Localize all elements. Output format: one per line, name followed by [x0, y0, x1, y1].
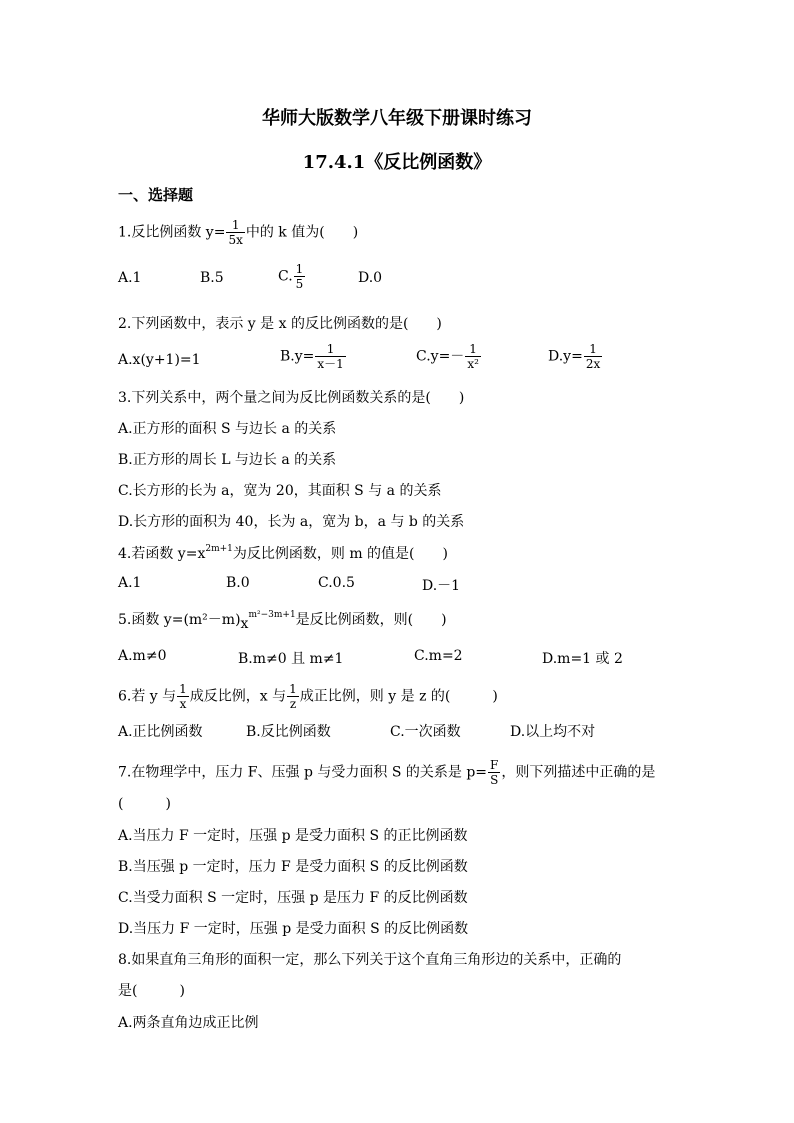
q1-post: 中的 k 值为( ) — [245, 224, 359, 241]
q5-option-b: B.m≠0 且 m≠1 — [238, 651, 344, 667]
q4-option-b: B.0 — [226, 575, 250, 591]
q7-option-c: C.当受力面积 S 一定时，压强 p 是压力 F 的反比例函数 — [118, 890, 468, 906]
q7-paren: ( ) — [118, 796, 171, 812]
q1-option-d: D.0 — [358, 270, 383, 286]
q1-option-c: C. $\frac{1}{5}$ — [278, 262, 304, 291]
q7-option-a: A.当压力 F 一定时，压强 p 是受力面积 S 的正比例函数 — [118, 828, 468, 844]
question-3: 3.下列关系中，两个量之间为反比例函数关系的是( ) — [118, 390, 465, 406]
q2-option-c: C.y=－ $\frac{1}{\text{x²}}$ — [416, 342, 479, 371]
q5-option-d: D.m=1 或 2 — [542, 651, 623, 667]
q6-options — [118, 721, 698, 761]
q6-option-d: D.以上均不对 — [510, 724, 596, 740]
q2-option-a: A.x(y+1)=1 — [118, 352, 201, 368]
q5-option-c: C.m=2 — [414, 648, 463, 664]
question-2: 2.下列函数中，表示 y 是 x 的反比例函数的是( ) — [118, 316, 442, 332]
q6-fraction-2: $\frac{1}{z}$ — [289, 682, 297, 711]
q6-fraction-1: $\frac{1}{x}$ — [179, 682, 187, 711]
q2-option-b: B.y= $\frac{1}{x-1}$ — [280, 342, 344, 371]
q8-paren: 是( ) — [118, 983, 185, 999]
q3-option-a: A.正方形的面积 S 与边长 a 的关系 — [118, 421, 337, 437]
q2-option-d: D.y= $\frac{1}{2x}$ — [548, 342, 601, 371]
question-5: 5.函数 $y=(m^2-m)x^{m^2-3m+1}$是反比例函数，则( ) — [118, 610, 447, 632]
q1-options — [118, 262, 698, 302]
q6-option-a: A.正比例函数 — [118, 724, 203, 740]
q5-option-a: A.m≠0 — [118, 648, 167, 664]
q4-options — [118, 575, 698, 615]
q1-pre: 1.反比例函数 y= — [118, 224, 226, 241]
question-7: 7.在物理学中，压力 F、压强 p 与受力面积 S 的关系是 p= $\frac{F}{S}$ ，则下列描述中正确的是 — [118, 758, 656, 787]
q1-fraction: $\frac{1}{5x}$ — [228, 218, 243, 247]
q3-option-c: C.长方形的长为 a，宽为 20，其面积 S 与 a 的关系 — [118, 483, 442, 499]
q3-option-d: D.长方形的面积为 40，长为 a，宽为 b，a 与 b 的关系 — [118, 514, 465, 530]
page-title: 华师大版数学八年级下册课时练习 — [262, 108, 532, 129]
q1-option-a: A.1 — [118, 270, 142, 286]
q4-option-c: C.0.5 — [318, 575, 355, 591]
q4-exponent: 2m+1 — [205, 544, 233, 554]
question-4: 4.若函数 $y=x^{2m+1}$为反比例函数，则 m 的值是( ) — [118, 544, 448, 562]
q3-option-b: B.正方形的周长 L 与边长 a 的关系 — [118, 452, 337, 468]
q8-option-a: A.两条直角边成正比例 — [118, 1015, 259, 1031]
page-subtitle: 17.4.1《反比例函数》 — [302, 152, 492, 173]
section-heading: 一、选择题 — [118, 186, 194, 204]
q5-exponent: m²−3m+1 — [248, 610, 296, 620]
q4-option-a: A.1 — [118, 575, 142, 591]
q2-options — [118, 342, 698, 382]
q7-fraction: $\frac{F}{S}$ — [490, 758, 499, 787]
q6-option-b: B.反比例函数 — [246, 724, 331, 740]
q7-option-d: D.当压力 F 一定时，压强 p 是受力面积 S 的反比例函数 — [118, 921, 469, 937]
question-6: 6.若 y 与 $\frac{1}{x}$ 成反比例，x 与 $\frac{1}{z}$ 成正比例，则 y 是 z 的( ) — [118, 682, 498, 711]
question-8: 8.如果直角三角形的面积一定，那么下列关于这个直角三角形边的关系中，正确的 — [118, 952, 622, 968]
question-1 — [118, 218, 358, 247]
q4-option-d: D.－1 — [422, 578, 461, 594]
q6-option-c: C.一次函数 — [390, 724, 461, 740]
q7-option-b: B.当压强 p 一定时，压力 F 是受力面积 S 的反比例函数 — [118, 859, 468, 875]
q1-option-b: B.5 — [200, 270, 224, 286]
